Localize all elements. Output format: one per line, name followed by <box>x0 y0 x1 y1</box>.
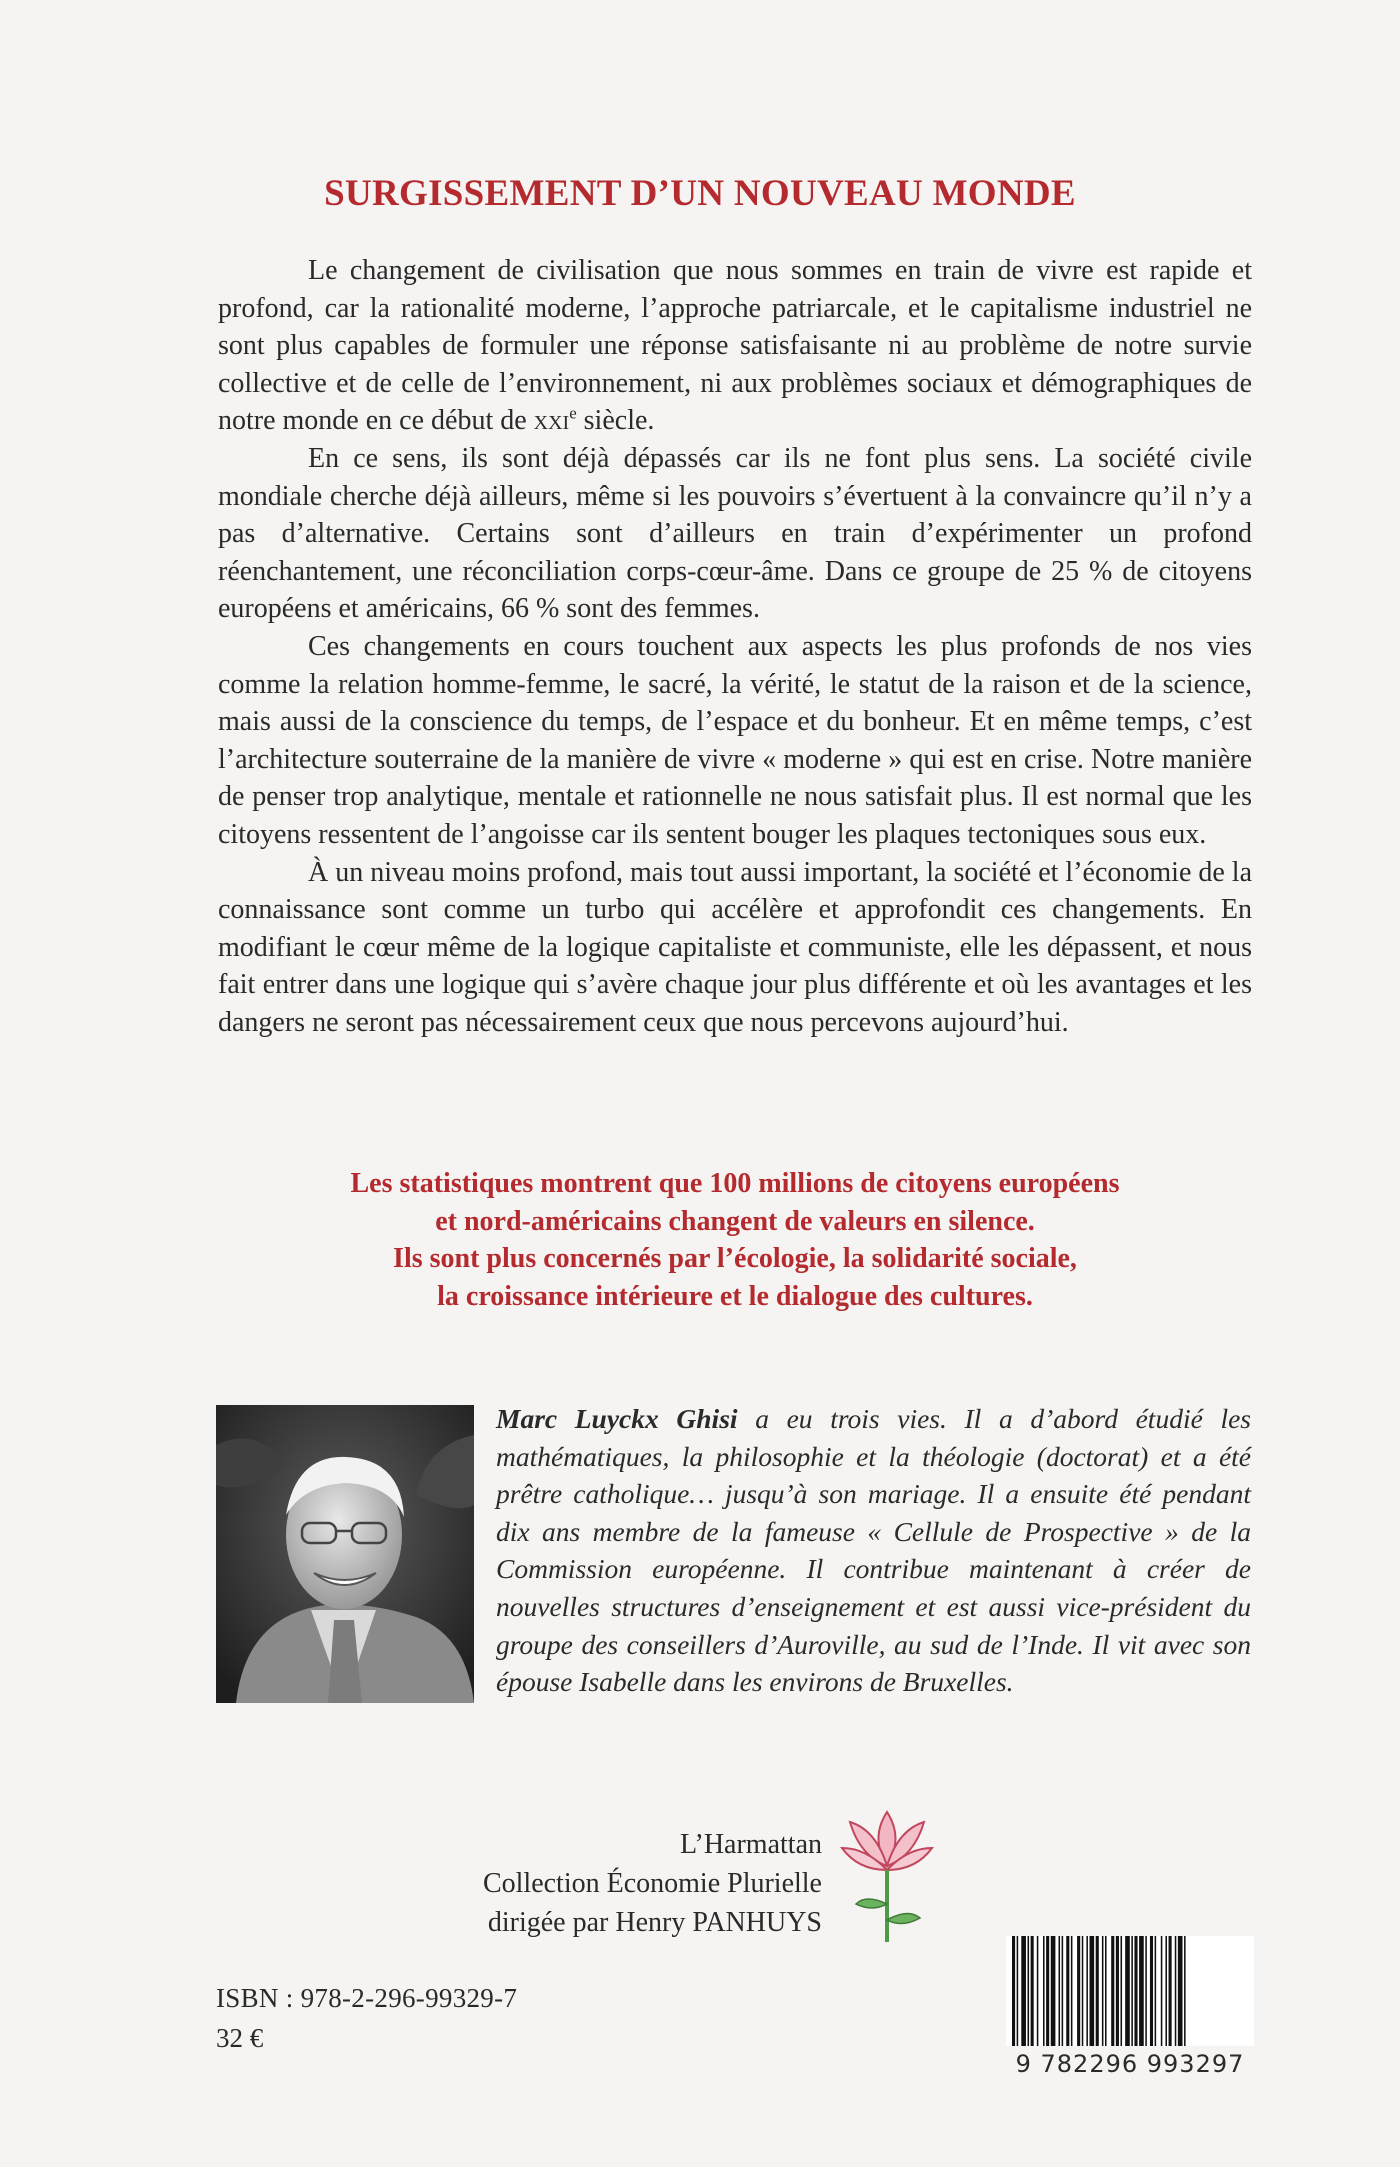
book-title: SURGISSEMENT D’UN NOUVEAU MONDE <box>324 173 1076 214</box>
barcode-bar <box>1082 1936 1084 2046</box>
barcode-bar <box>1102 1936 1104 2046</box>
barcode-bar <box>1139 1936 1144 2046</box>
barcode-bar <box>1017 1936 1019 2046</box>
barcode-bar <box>1184 1936 1186 2046</box>
barcode-number: 9 782296 993297 <box>1015 2050 1245 2078</box>
century-numeral: xxi <box>533 405 570 437</box>
highlight-line: Les statistiques montrent que 100 millions de citoyens européens <box>350 1168 1120 1199</box>
isbn: ISBN : 978-2-296-99329-7 <box>216 1983 518 2013</box>
paragraph-3: Ces changements en cours touchent aux aspects les plus profonds de nos vies comme la relation homme-femme, le sacré, la vérité, le statut de la raison et de la science, mais aussi de la conscience du temps, de l’espace et du bonheur. Et en même temps, c’est l’architecture souterraine de la manière de vivre « moderne » qui est en crise. Notre manière de penser trop analytique, mentale et rationnelle ne nous satisfait plus. Il est normal que les citoyens ressentent de l’angoisse car ils sentent bouger les plaques tectoniques sous eux. <box>218 630 1252 850</box>
barcode-bar <box>1169 1936 1172 2046</box>
collection-name: Collection Économie Plurielle <box>482 1868 822 1899</box>
barcode-bar <box>1021 1936 1026 2046</box>
collection-director: dirigée par Henry PANHUYS <box>487 1907 822 1938</box>
barcode-bar <box>1031 1936 1034 2046</box>
author-name: Marc Luyckx Ghisi <box>496 1403 738 1434</box>
barcode-bar <box>1071 1936 1073 2046</box>
publisher-name: L’Harmattan <box>679 1829 822 1860</box>
barcode-bar <box>1121 1936 1123 2046</box>
paragraph-2: En ce sens, ils sont déjà dépassés car ils ne font plus sens. La société civile mondiale cherche déjà ailleurs, même si les pouvoirs s’évertuent à la convaincre qu’il n’y a pas d’alternative. Certains sont d’ailleurs en train d’expérimenter un profond réenchantement, une réconciliation corps-cœur-âme. Dans ce groupe de 25 % de citoyens européens et américains, 66 % sont des femmes. <box>218 442 1252 625</box>
author-bio-text: a eu trois vies. Il a d’abord étudié les mathématiques, la philosophie et la théologie (doctorat) et a été prêtre catholique… jusqu’à son mariage. Il a ensuite été pendant dix ans membre de la fameuse « Cellule de Prospective » de la Commission européenne. Il contribue maintenant à créer de nouvelles structures d’enseignement et est aussi vice-président du groupe des conseillers d’Auroville, au sud de l’Inde. Il vit avec son épouse Isabelle dans les environs de Bruxelles. <box>496 1403 1251 1698</box>
barcode <box>1006 1936 1254 2046</box>
lotus-logo-icon <box>838 1808 936 1948</box>
barcode-bar <box>1155 1936 1157 2046</box>
paragraph-4: À un niveau moins profond, mais tout aussi important, la société et l’économie de la connaissance sont comme un turbo qui accélère et approfondit ces changements. En modifiant le cœur même de la logique capitaliste et communiste, elle les dépassent, et nous fait entrer dans une logique qui s’avère chaque jour plus différente et où les avantages et les dangers ne seront pas nécessairement ceux que nous percevons aujourd’hui. <box>218 856 1253 1038</box>
barcode-bar <box>1066 1936 1069 2046</box>
highlight-quote <box>218 1165 1252 1315</box>
highlight-line: et nord-américains changent de valeurs en silence. <box>435 1205 1035 1237</box>
barcode-bar <box>1131 1936 1133 2046</box>
barcode-bar <box>1028 1936 1030 2046</box>
barcode-bar <box>1046 1936 1049 2046</box>
barcode-bar <box>1086 1936 1088 2046</box>
barcode-bar <box>1096 1936 1099 2046</box>
barcode-bar <box>1111 1936 1114 2046</box>
barcode-bar <box>1178 1936 1183 2046</box>
back-cover-text <box>218 252 1252 1041</box>
barcode-bar <box>1090 1936 1095 2046</box>
barcode-bar <box>1161 1936 1163 2046</box>
barcode-bar <box>1165 1936 1167 2046</box>
barcode-bar <box>1150 1936 1153 2046</box>
highlight-line: Ils sont plus concernés par l’écologie, la solidarité sociale, <box>393 1243 1077 1274</box>
century-superscript: e <box>569 404 577 424</box>
barcode-bar <box>1105 1936 1107 2046</box>
barcode-bar <box>1062 1936 1064 2046</box>
author-portrait <box>216 1405 474 1703</box>
barcode-bar <box>1051 1936 1056 2046</box>
barcode-bar <box>1077 1936 1080 2046</box>
barcode-bar <box>1134 1936 1137 2046</box>
price: 32 € <box>216 2023 264 2053</box>
paragraph-1: Le changement de civilisation que nous sommes en train de vivre est rapide et profond, car la rationalité moderne, l’approche patriarcale, et le capitalisme industriel ne sont plus capables de formuler une réponse satisfaisante ni au problème de notre survie collective et de celle de l’environnement, ni aux problèmes sociaux et démographiques de notre monde en ce début de xxi$^e$ siècle. <box>218 255 1252 437</box>
barcode-bar <box>1125 1936 1130 2046</box>
author-bio <box>496 1400 1251 1701</box>
barcode-bar <box>1012 1936 1015 2046</box>
barcode-bar <box>1116 1936 1119 2046</box>
barcode-bar <box>1175 1936 1177 2046</box>
barcode-bar <box>1145 1936 1147 2046</box>
barcode-bar <box>1037 1936 1039 2046</box>
highlight-line: la croissance intérieure et le dialogue des cultures. <box>437 1280 1033 1312</box>
barcode-bar <box>1043 1936 1045 2046</box>
barcode-bar <box>1059 1936 1061 2046</box>
publisher-info <box>420 1825 822 1942</box>
